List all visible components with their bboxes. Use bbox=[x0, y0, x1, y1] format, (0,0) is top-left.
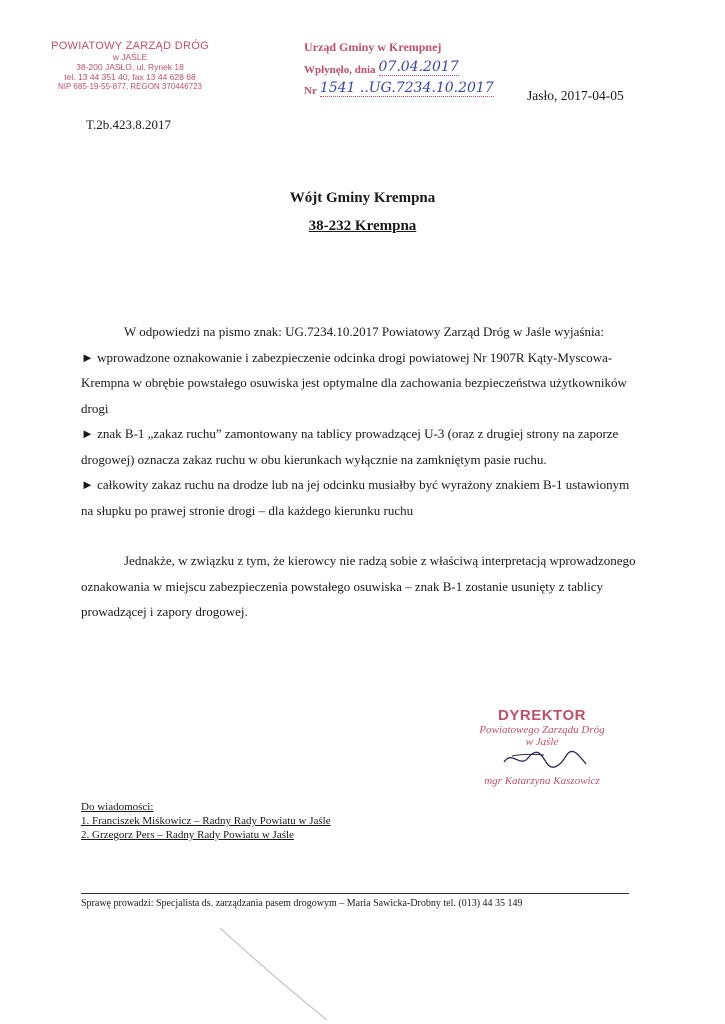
sender-stamp-line2: w JAŚLE bbox=[112, 52, 148, 62]
received-stamp bbox=[304, 40, 524, 97]
signature-org2: w Jaśle bbox=[525, 736, 559, 748]
sender-stamp-line1: POWIATOWY ZARZĄD DRÓG bbox=[51, 40, 209, 52]
sender-stamp bbox=[40, 40, 220, 92]
handwritten-signature bbox=[482, 748, 602, 770]
signature-stamp bbox=[452, 707, 632, 787]
addressee-name: Wójt Gminy Krempna bbox=[289, 190, 436, 206]
letter-body bbox=[81, 319, 636, 625]
reference-number: T.2b.423.8.2017 bbox=[86, 117, 171, 132]
signature-name: mgr Katarzyna Kaszowicz bbox=[484, 775, 600, 787]
conclusion-paragraph: Jednakże, w związku z tym, że kierowcy nie radzą sobie z właściwą interpretacją wprowadzonego oznakowania w miejscu zabezpieczenia powstałego osuwiska – znak B-1 zostanie usunięty z tablicy prowadzącej i zapory drogowej. bbox=[81, 553, 636, 619]
place-date: Jasło, 2017-04-05 bbox=[527, 88, 624, 103]
received-date: 07.04.2017 bbox=[378, 59, 459, 75]
bullet-item-2 bbox=[81, 421, 636, 472]
triangle-bullet-icon: ► bbox=[81, 477, 94, 492]
bullet-text-2: znak B-1 „zakaz ruchu” zamontowany na tablicy prowadzącej U-3 (oraz z drugiej strony na zaporze drogowej) oznacza zakaz ruchu w obu kierunkach wyłącznie na zamkniętym pasie ruchu. bbox=[81, 426, 619, 467]
footer-contact: Sprawę prowadzi: Specjalista ds. zarządzania pasem drogowym – Maria Sawicka-Drobny tel. (013) 44 35 149 bbox=[81, 898, 523, 909]
bullet-text-1: wprowadzone oznakowanie i zabezpieczenie odcinka drogi powiatowej Nr 1907R Kąty-Myscowa-Krempna w obrębie powstałego osuwiska jest optymalne dla zachowania bezpieczeństwa użytkowników drogi bbox=[81, 349, 627, 416]
footer-divider bbox=[81, 893, 629, 894]
intro-paragraph: W odpowiedzi na pismo znak: UG.7234.10.2017 Powiatowy Zarząd Dróg w Jaśle wyjaśnia: bbox=[124, 324, 604, 339]
sender-stamp-line5: NIP 685-19-55-877, REGON 370446723 bbox=[58, 82, 202, 91]
sender-stamp-line4: tel. 13 44 351 40, fax 13 44 628 68 bbox=[64, 72, 196, 82]
cc-section bbox=[81, 800, 331, 842]
signature-title: DYREKTOR bbox=[498, 707, 586, 724]
signature-org1: Powiatowego Zarządu Dróg bbox=[479, 724, 605, 736]
addressee-address: 38-232 Krempna bbox=[308, 218, 417, 234]
received-label: Wpłynęło, dnia bbox=[304, 64, 376, 76]
bullet-item-3 bbox=[81, 472, 636, 523]
received-stamp-title: Urząd Gminy w Krempnej bbox=[304, 40, 442, 54]
scan-artifact-line bbox=[215, 920, 335, 1024]
nr-label: Nr bbox=[304, 85, 317, 97]
triangle-bullet-icon: ► bbox=[81, 426, 94, 441]
received-nr-row bbox=[304, 80, 524, 97]
received-date-row bbox=[304, 59, 524, 76]
cc-item-1: 1. Franciszek Miśkowicz – Radny Rady Powiatu w Jaśle bbox=[81, 815, 331, 827]
cc-item-2: 2. Grzegorz Pers – Radny Rady Powiatu w Jaśle bbox=[81, 829, 294, 841]
bullet-text-3: całkowity zakaz ruchu na drodze lub na jej odcinku musiałby być wyrażony znakiem B-1 ustawionym na słupku po prawej stronie drogi – dla każdego kierunku ruchu bbox=[81, 477, 630, 518]
paragraph-gap bbox=[81, 523, 636, 548]
nr-value: 1541 ..UG.7234.10.2017 bbox=[319, 80, 494, 96]
bullet-item-1 bbox=[81, 345, 636, 422]
sender-stamp-line3: 38-200 JASŁO, ul. Rynek 18 bbox=[76, 62, 184, 72]
triangle-bullet-icon: ► bbox=[81, 349, 94, 365]
cc-header: Do wiadomości: bbox=[81, 801, 154, 813]
